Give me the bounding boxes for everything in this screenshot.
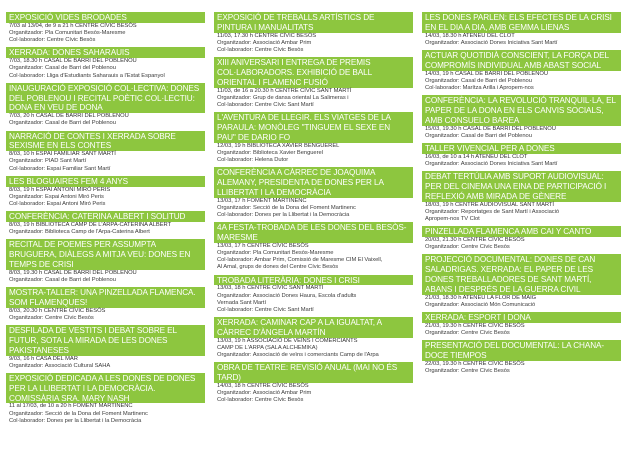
event-date-venue: 7/03 al 13/04, de 9 a 21 h CENTRE CÍVIC BESÒS — [9, 22, 137, 29]
event-entry — [6, 373, 205, 425]
event-entry — [422, 312, 621, 337]
event-organizer: Organitzador: Centre Cívic Besòs — [425, 330, 510, 336]
event-entry — [422, 95, 621, 140]
event-organizer: Organitzador: Biblioteca Camp de l'Arpa-Caterina Albert — [9, 229, 150, 236]
event-entry — [6, 83, 205, 128]
event-collaborator: Col·laborador: Helena Dutor — [217, 157, 289, 163]
event-date-venue: 11/03, de 16 a 20.30 h CENTRE CÍVIC SANT MARTÍ — [217, 87, 352, 94]
event-organizer: Organitzador: Casal de Barri del Poblenou — [9, 65, 116, 72]
event-title: MOSTRA-TALLER: UNA PINZELLADA FLAMENCA. SOM FLAMENQUES! — [6, 287, 205, 308]
event-collaborator: Col·laborador: Marítza Arilla i Apropem-nos — [425, 85, 534, 91]
event-entry — [6, 131, 205, 173]
event-collaborator-cont: Al Amal, grups de dones del Centre Cívic Besòs — [217, 264, 339, 271]
event-organizer: Organitzador: Associació Dones Haura, Escola d'adults — [217, 292, 357, 299]
event-title: 4A FESTA-TROBADA DE LES DONES DEL BESÒS-MARESME — [214, 222, 413, 243]
event-organizer: Organitzador: Associació Ambar Prim — [217, 390, 312, 397]
event-entry — [6, 325, 205, 370]
event-title: EXPOSICIÓ VIDES BRODADES — [6, 12, 205, 23]
event-collaborator: Col·laborador: Centre Cívic Besòs — [217, 397, 304, 404]
event-title: XIII ANIVERSARI I ENTREGA DE PREMIS COL·LABORADORS. EXHIBICIÓ DE BALL ORIENTAL I FLAMENC FUSIÓ — [214, 57, 413, 87]
event-organizer: Organitzador: Centre Cívic Besòs — [9, 315, 94, 322]
event-entry — [214, 112, 413, 164]
event-date-venue: 8/03, 19 h BIBLIOTECA CAMP DE L'ARPA-CATERINA ALBERT — [9, 222, 172, 229]
event-collaborator: Col·laborador: Dones per la Llibertat i la Democràcia — [217, 212, 350, 218]
event-entry — [6, 47, 205, 79]
event-title: INAUGURACIÓ EXPOSICIÓ COL·LECTIVA: DONES DEL POBLENOU I RECITAL POÈTIC COL·LECTIU: DONA EN VEU DE DONA — [6, 83, 205, 113]
event-organizer: Organitzador: Espai Antoni Miró Peris — [9, 193, 104, 200]
event-organizer: Organitzador: Casal de Barri del Poblenou — [425, 132, 532, 139]
event-date-venue: 11/03, 17.30 h CENTRE CÍVIC BESÒS — [217, 32, 317, 39]
event-title: PINZELLADA FLAMENCA AMB CAI Y CANTO — [422, 226, 621, 237]
event-title: EXPOSICIÓ DE TREBALLS ARTÍSTICS DE PINTURA I MANUALITATS — [214, 12, 413, 33]
event-title: XERRADA: ESPORT I DONA — [422, 312, 621, 323]
event-entry — [214, 222, 413, 271]
event-title: RECITAL DE POEMES PER ASSUMPTA BRUGUERA, DIÀLEGS A MITJA VEU: DONES EN TEMPS DE CRISI — [6, 239, 205, 269]
event-title: NARRACIÓ DE CONTES I XERRADA SOBRE SEXISME EN ELS CONTES — [6, 131, 205, 152]
event-organizer: Organitzador: Centre Cívic Besòs — [425, 368, 510, 374]
event-date-venue: 14/03, 18.30 h ATENEU DEL CLOT — [425, 32, 515, 39]
event-date-venue: 8/03, 20.30 h CENTRE CÍVIC BESÒS — [9, 307, 106, 314]
event-organizer: Organitzador: Grup de dansa oriental La Salimeras i — [217, 94, 349, 101]
event-organizer: Organitzador: Associació Cultural SAHA — [9, 362, 111, 369]
event-entry — [6, 239, 205, 284]
event-title: XERRADA: DONES SAHARAUIS — [6, 47, 205, 58]
event-date-venue: 22/03, 19.30 h CENTRE CÍVIC BESÒS — [425, 360, 525, 367]
event-entry — [422, 340, 621, 375]
event-collaborator: Col·laborador: Espai Familiar Sant Martí — [9, 165, 111, 172]
event-date-venue: 20/03, 21.30 h CENTRE CÍVIC BESÒS — [425, 237, 525, 243]
event-collaborator: Col·laborador: Centre Cívic Sant Martí — [217, 307, 314, 314]
column-3 — [422, 12, 621, 378]
event-organizer: Organitzador: Pla Comunitari Besòs-Maresme — [9, 30, 126, 36]
event-date-venue: 16/03, de 10 a 14 h ATENEU DEL CLOT — [425, 153, 528, 160]
event-date-venue: 13/03, 17 h FOMENT MARTINENC — [217, 197, 307, 204]
event-organizer: Organitzador: Centre Cívic Besòs — [425, 244, 510, 251]
event-date-venue: 21/03, 18.30 h ATENEU LA FLOR DE MAIG — [425, 294, 537, 301]
event-organizer-cont: Apropem-nos TV Clot — [425, 216, 480, 222]
event-date-venue: 7/03, 20 h CASAL DE BARRI DEL POBLENOU — [9, 113, 129, 120]
event-date-venue: 18/03, 19 h CENTRE AUDIOVISUAL SANT MARTÍ — [425, 201, 554, 208]
event-date-venue: 8/03, 10 h ESPAI FAMILIAR SANT MARTÍ — [9, 151, 116, 158]
event-organizer: Organitzador: Associació Dones Iniciativa Sant Martí — [425, 39, 558, 46]
event-entry — [214, 317, 413, 359]
event-title: TALLER VIVENCIAL PER A DONES — [422, 143, 621, 154]
event-organizer: Organitzador: Associació de veïns i comerciants Camp de l'Arpa — [217, 352, 379, 359]
event-title: EXPOSICIÓ DEDICADA A LES DONES DE DONES PER LA LLIBERTAT I LA DEMOCRÀCIA. COMISSÀRIA SRA. MARY NASH — [6, 373, 205, 403]
event-title: L'AVENTURA DE LLEGIR. ELS VIATGES DE LA PARAULA: MONÒLEG "TINGUEM EL SEXE EN PAU" DE DARIO FO — [214, 112, 413, 142]
event-organizer: Organitzador: Associació Ambar Prim — [217, 39, 312, 46]
event-date-venue: 12/03, 19 h BIBLIOTECA XAVIER BENGUEREL — [217, 142, 340, 149]
event-organizer: Organitzador: Secció de la Dona del Foment Martinenc — [9, 410, 148, 417]
event-entry — [422, 254, 621, 309]
event-entry — [422, 171, 621, 223]
event-organizer: Organitzador: Secció de la Dona del Foment Martinenc — [217, 204, 356, 211]
event-date-venue: 9/03, 16 h CASA DEL MAR — [9, 355, 78, 362]
event-title: ACTUAR QUOTIDIÀ CONSCIENT, LA FORÇA DEL COMPROMÍS INDIVIDUAL AMB ABAST SOCIAL — [422, 50, 621, 71]
event-organizer: Organitzador: Biblioteca Xavier Benguerel — [217, 149, 323, 156]
event-collaborator: Col·laborador: Espai Antoni Miró Peris — [9, 201, 106, 208]
event-date-venue: 14/03, 19 h CASAL DE BARRI DEL POBLENOU — [425, 70, 548, 77]
event-organizer: Organitzador: Casal de Barri del Poblenou — [425, 77, 532, 84]
event-title: CONFERÈNCIA: CATERINA ALBERT I SOLITUD — [6, 211, 205, 222]
event-title: PRESENTACIÓ DEL DOCUMENTAL: LA CHANA-DOCE TIEMPOS — [422, 340, 621, 361]
event-entry — [214, 12, 413, 54]
event-entry — [422, 12, 621, 47]
event-title: CONFERÈNCIA A CÀRREC DE JOAQUIMA ALEMANY, PRESIDENTA DE DONES PER LA LLIBERTAT I LA DEMOCRÀCIA — [214, 167, 413, 197]
event-collaborator: Col·laborador: Centre Cívic Sant Martí — [217, 102, 314, 108]
event-entry — [422, 50, 621, 92]
event-organizer: Organitzador: Casal de Barri del Poblenou — [9, 120, 116, 127]
event-date-venue: 15/03, 19.30 h CASAL DE BARRI DEL POBLENOU — [425, 125, 556, 132]
event-collaborator: Col·laborador: Lliga d'Estudiants Saharauis a l'Estat Espanyol — [9, 72, 165, 79]
event-collaborator: Col·laborador: Dones per la Llibertat i la Democràcia — [9, 417, 142, 424]
event-title: LES BLOGUAIRES FEM 4 ANYS — [6, 176, 205, 187]
event-collaborator: Col·laborador: Centre Cívic Besòs — [217, 47, 304, 53]
event-title: LES DONES PARLEN: ELS EFECTES DE LA CRISI EN EL DIA A DIA, AMB GEMMA LIENAS — [422, 12, 621, 33]
event-entry — [6, 176, 205, 208]
event-organizer: Organitzador: Reportatges de Sant Martí i Associació — [425, 208, 560, 215]
event-collaborator: Col·laborador: Centre Cívic Besòs — [9, 37, 96, 44]
event-date-venue: 8/03, 19.30 h CASAL DE BARRI DEL POBLENOU — [9, 269, 137, 276]
event-date-venue: 8/03, 19 h ESPAI ANTONI MIRÓ PERIS — [9, 186, 111, 193]
event-date-venue: 7/03, 18.30 h CASAL DE BARRI DEL POBLENOU — [9, 58, 137, 65]
event-organizer: Organitzador: Casal de Barri del Poblenou — [9, 277, 116, 284]
event-title: PROJECCIÓ DOCUMENTAL: DONES DE CAN SALADRIGAS. XERRADA: EL PAPER DE LES DONES TREBALLADORES DE SANT MARTÍ, ABANS I DESPRÉS DE LA GUERRA CIVIL — [422, 254, 621, 294]
event-venue-cont: CAMP DE L'ARPA (SALA ALCHEMIKA) — [217, 345, 318, 352]
event-title: DESFILADA DE VESTITS I DEBAT SOBRE EL FUTUR, SOTA LA MIRADA DE LES DONES PAKISTANESES — [6, 325, 205, 355]
event-entry — [6, 211, 205, 236]
event-date-venue: 13/03, 17 h CENTRE CÍVIC BESÒS — [217, 242, 309, 249]
event-date-venue: 21/03, 19.30 h CENTRE CÍVIC BESÒS — [425, 322, 525, 329]
column-2 — [214, 12, 413, 408]
event-title: TROBADA LITERÀRIA: DONES I CRISI — [214, 275, 413, 286]
event-date-venue: 14/03, 18 h CENTRE CÍVIC BESÒS — [217, 383, 309, 390]
event-organizer-cont: Vernada Sant Martí — [217, 299, 267, 306]
event-organizer: Organitzador: Pla Comunitari Besòs-Maresme — [217, 250, 334, 256]
event-entry — [214, 362, 413, 404]
event-entry — [422, 143, 621, 168]
event-title: OBRA DE TEATRE: REVISIÓ ANUAL (MAI NO ÉS TARD) — [214, 362, 413, 383]
event-organizer: Organitzador: PIAD Sant Martí — [9, 158, 87, 165]
event-date-venue: 13/03, 19 h ASSOCIACIÓ DE VEÏNS I COMERCIANTS — [217, 337, 358, 344]
event-entry — [214, 167, 413, 219]
event-organizer: Organitzador: Associació Dones Iniciativa Sant Martí — [425, 161, 558, 167]
event-entry — [214, 57, 413, 109]
event-title: DEBAT TERTÚLIA AMB SUPORT AUDIOVISUAL: PER DEL CINEMA UNA EINA DE PARTICIPACIÓ I REFLEXIÓ AMB MIRADA DE GÈNERE — [422, 171, 621, 201]
event-entry — [422, 226, 621, 251]
event-title: CONFERÈNCIA: LA REVOLUCIÓ TRANQUIL·LA, EL PAPER DE LA DONA EN ELS CANVIS SOCIALS, AMB CONSUELO BAREA — [422, 95, 621, 125]
event-entry — [6, 287, 205, 322]
event-organizer: Organitzador: Associació Món Comunicació — [425, 301, 536, 308]
event-entry — [214, 275, 413, 315]
event-date-venue: 13/03, 18 h CENTRE CÍVIC SANT MARTÍ — [217, 285, 324, 292]
event-collaborator: Col·laborador: Ambar Prim, Comissió de Maresme CIM El Vaixell, — [217, 257, 383, 264]
event-title: XERRADA: CAMINAR CAP A LA IGUALTAT, A CÀRREC D'ÀNGELA MARTÍN — [214, 317, 413, 338]
event-date-venue: 11 al 17/03, de 10 a 20 h FOMENT MARTINENC — [9, 403, 133, 410]
column-1 — [6, 12, 205, 428]
event-entry — [6, 12, 205, 44]
